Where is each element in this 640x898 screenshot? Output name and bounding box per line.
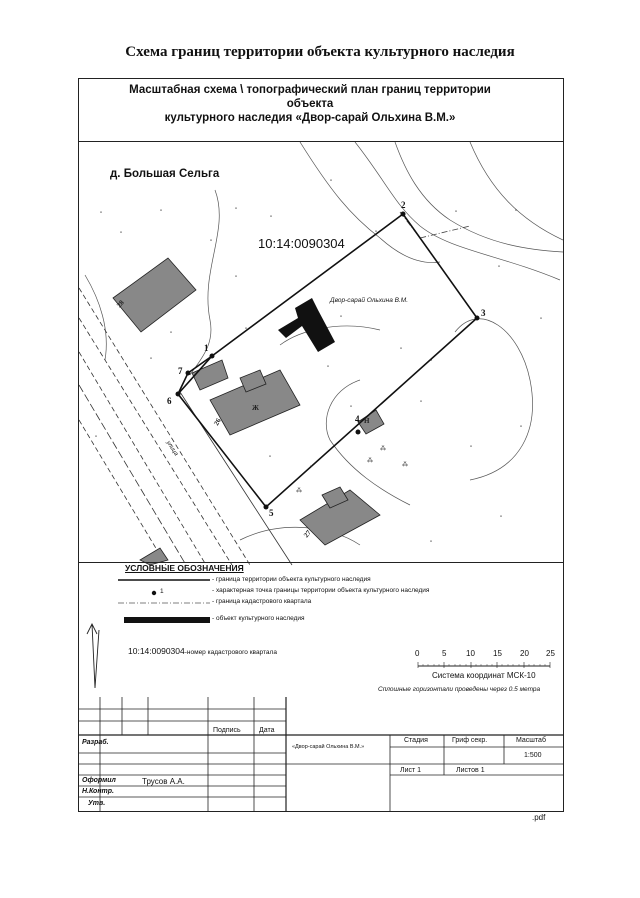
svg-text:": " <box>160 210 163 216</box>
building-number-27: 27 <box>302 528 313 540</box>
svg-text:": " <box>95 436 98 442</box>
svg-text:": " <box>269 456 272 462</box>
building-number-26: 26 <box>212 416 223 428</box>
north-arrow-icon <box>84 620 106 690</box>
stamp-nkontr: Н.Контр. <box>82 788 114 795</box>
cadastral-legend-caption: -номер кадастрового квартала <box>184 649 277 656</box>
svg-text:": " <box>470 446 473 452</box>
point-label-6: 6 <box>167 396 172 406</box>
road-edge <box>79 318 232 565</box>
scale-bar <box>416 660 556 670</box>
svg-text:": " <box>520 426 523 432</box>
scale-tick-20: 20 <box>520 649 529 658</box>
contour-line <box>85 275 106 360</box>
legend-symbols <box>118 574 218 634</box>
coordinate-system-label: Система координат МСК-10 <box>432 671 536 680</box>
point-label-4: 4 <box>355 414 360 424</box>
legend-item-boundary: - граница территории объекта культурного наследия <box>212 576 371 583</box>
legend-item-object: - объект культурного наследия <box>212 615 305 622</box>
scale-tick-10: 10 <box>466 649 475 658</box>
svg-text:": " <box>235 208 238 214</box>
point-label-1: 1 <box>204 343 209 353</box>
scale-tick-0: 0 <box>415 649 420 658</box>
boundary-point-3 <box>475 316 480 321</box>
stamp-grif: Гриф секр. <box>452 737 488 744</box>
contour-line <box>455 319 533 480</box>
building-mark-zh: Ж <box>252 404 259 412</box>
legend-title: УСЛОВНЫЕ ОБОЗНАЧЕНИЯ <box>125 563 244 573</box>
legend-point-number: 1 <box>160 588 164 595</box>
svg-text:⁂: ⁂ <box>402 462 408 468</box>
legend-point-symbol <box>152 591 156 595</box>
boundary-point-1 <box>210 354 215 359</box>
svg-text:": " <box>430 360 433 366</box>
svg-text:": " <box>235 276 238 282</box>
point-label-3: 3 <box>481 308 486 318</box>
svg-text:": " <box>327 366 330 372</box>
boundary-point-4 <box>356 430 361 435</box>
street-label: улица <box>164 440 179 458</box>
boundary-point-7 <box>186 371 191 376</box>
legend-item-cadastral: - граница кадастрового квартала <box>212 598 312 605</box>
point-label-2: 2 <box>401 200 406 210</box>
page-title: Схема границ территории объекта культурного наследия <box>125 44 515 60</box>
road-edge <box>79 420 166 565</box>
road-edge <box>79 385 186 565</box>
svg-text:": " <box>500 516 503 522</box>
svg-text:⁂: ⁂ <box>367 458 373 464</box>
map-heading-line1: Масштабная схема \ топографический план границ территории объекта <box>129 84 491 110</box>
stamp-stadiya: Стадия <box>404 737 428 744</box>
legend-object-symbol <box>124 617 210 623</box>
svg-text:": " <box>310 466 313 472</box>
svg-text:": " <box>170 332 173 338</box>
building-mark-n: Н <box>364 417 370 425</box>
svg-text:": " <box>270 216 273 222</box>
territory-boundary <box>178 214 477 507</box>
contour-line <box>355 142 560 280</box>
svg-text:": " <box>350 406 353 412</box>
stamp-data: Дата <box>259 727 275 734</box>
boundary-point-6 <box>176 392 181 397</box>
svg-text:": " <box>400 348 403 354</box>
road-edge <box>79 288 250 565</box>
village-label: д. Большая Сельга <box>110 168 220 180</box>
contour-note: Сплошные горизонтали проведены через 0.5 метра <box>378 686 541 693</box>
svg-text:": " <box>245 328 248 334</box>
legend-item-point: - характерная точка границы территории объекта культурного наследия <box>212 587 430 594</box>
cadastral-legend <box>128 646 277 656</box>
svg-text:⁂: ⁂ <box>296 488 302 494</box>
svg-text:": " <box>210 240 213 246</box>
svg-text:": " <box>120 232 123 238</box>
building-28 <box>113 258 196 332</box>
svg-text:": " <box>515 210 518 216</box>
svg-text:": " <box>540 318 543 324</box>
svg-text:": " <box>340 316 343 322</box>
contour-line <box>395 142 563 252</box>
boundary-point-2 <box>401 212 406 217</box>
stamp-scale-value: 1:500 <box>524 752 542 759</box>
stamp-podpis: Подпись <box>213 727 241 734</box>
building-number-28: 28 <box>115 298 126 310</box>
stamp-project: «Двор-сарай Ольхина В.М.» <box>292 744 365 750</box>
title-block-grid <box>78 697 564 812</box>
stamp-utv: Утв. <box>88 800 106 807</box>
svg-text:": " <box>498 266 501 272</box>
stamp-razrab: Разраб. <box>82 739 109 746</box>
stamp-oformil-name: Трусов А.А. <box>142 777 185 786</box>
point-label-5: 5 <box>269 508 274 518</box>
map-heading-line2: культурного наследия «Двор-сарай Ольхина В.М.» <box>164 112 456 124</box>
cadastral-quarter-label: 10:14:0090304 <box>258 236 345 251</box>
svg-text:": " <box>100 212 103 218</box>
svg-text:": " <box>330 180 333 186</box>
cadastral-legend-number: 10:14:0090304 <box>128 646 185 656</box>
svg-text:": " <box>430 541 433 547</box>
heritage-object-building <box>278 298 335 352</box>
map-heading <box>110 83 510 125</box>
stamp-list: Лист 1 <box>400 767 422 774</box>
svg-text:": " <box>420 401 423 407</box>
svg-text:": " <box>150 358 153 364</box>
scale-tick-5: 5 <box>442 649 447 658</box>
point-label-7: 7 <box>178 366 183 376</box>
stamp-masshtab: Масштаб <box>516 737 546 744</box>
stamp-oformil: Оформил <box>82 777 116 784</box>
heritage-object-label: Двор-сарай Ольхина В.М. <box>330 297 409 304</box>
scale-tick-15: 15 <box>493 649 502 658</box>
scale-tick-25: 25 <box>546 649 555 658</box>
svg-text:": " <box>455 211 458 217</box>
footer-pdf: .pdf <box>532 813 546 822</box>
stamp-listov: Листов 1 <box>456 767 485 774</box>
svg-text:": " <box>375 231 378 237</box>
svg-text:⁂: ⁂ <box>380 446 386 452</box>
contour-line <box>470 142 563 240</box>
boundary-point-5 <box>264 505 269 510</box>
